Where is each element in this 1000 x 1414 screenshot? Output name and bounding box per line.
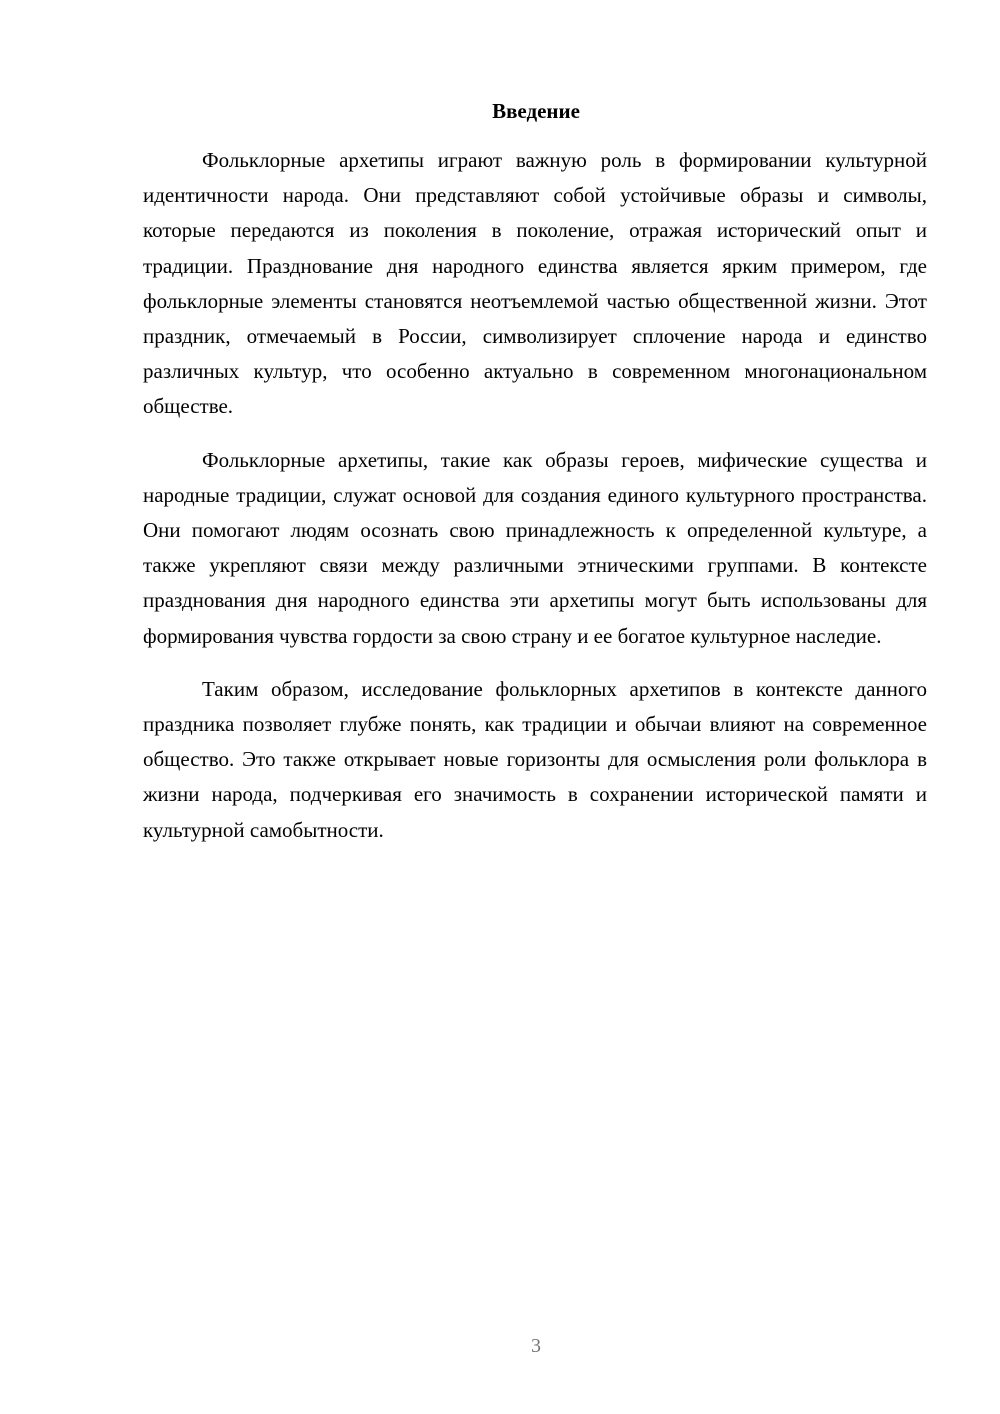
page-number: 3	[531, 1335, 541, 1357]
paragraph-3: Таким образом, исследование фольклорных архетипов в контексте данного праздника позволяет глубже понять, как традиции и обычаи влияют на современное общество. Это также открывает новые горизонты для осмысления роли фольклора в жизни народа, подчеркивая его значимость в сохранении исторической памяти и культурной самобытности.	[143, 676, 927, 842]
paragraph-2: Фольклорные архетипы, такие как образы героев, мифические существа и народные традиции, служат основой для создания единого культурного пространства. Они помогают людям осознать свою принадлежность к определенной культуре, а также укрепляют связи между различными этническими группами. В контексте празднования дня народного единства эти архетипы могут быть использованы для формирования чувства гордости за свою страну и ее богатое культурное наследие.	[143, 447, 927, 648]
paragraph-1: Фольклорные архетипы играют важную роль в формировании культурной идентичности народа. Они представляют собой устойчивые образы и символы, которые передаются из поколения в поколение, отражая исторический опыт и традиции. Празднование дня народного единства является ярким примером, где фольклорные элементы становятся неотъемлемой частью общественной жизни. Этот праздник, отмечаемый в России, символизирует сплочение народа и единство различных культур, что особенно актуально в современном многонациональном обществе.	[143, 148, 927, 419]
body-text	[143, 143, 927, 848]
section-heading: Введение	[492, 99, 580, 123]
